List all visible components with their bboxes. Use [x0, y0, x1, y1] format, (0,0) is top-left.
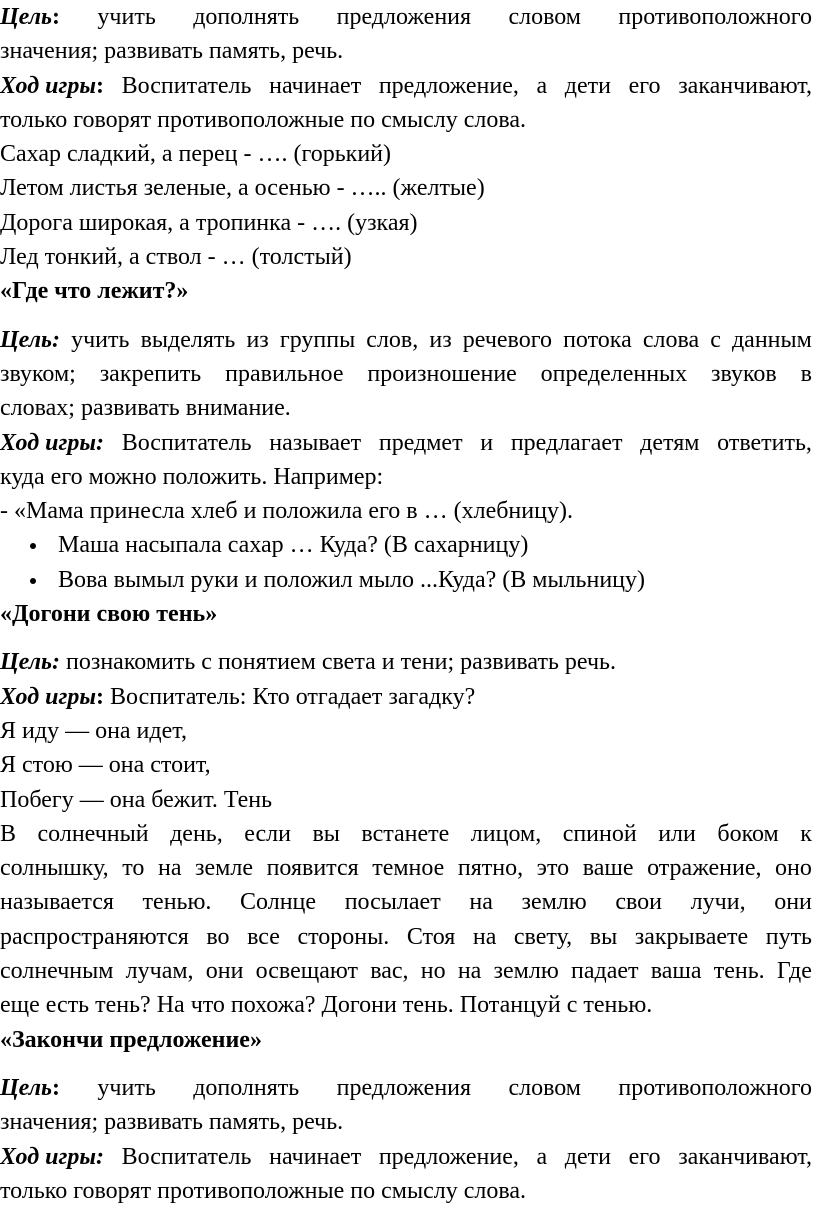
course-continuation: только говорят противоположные по смыслу слова. — [0, 1177, 527, 1204]
word: противоположного — [618, 1074, 812, 1101]
word: появится — [266, 855, 359, 882]
word: вы — [312, 820, 340, 847]
word: посылает — [344, 889, 441, 916]
word: Воспитатель — [121, 72, 252, 99]
course-colon: : — [95, 1143, 104, 1170]
word: детям — [640, 429, 700, 456]
word: на — [457, 958, 482, 985]
goal-continuation — [0, 357, 812, 391]
word: свету, — [513, 923, 573, 950]
goal-label: Цель — [0, 4, 53, 30]
course-line — [0, 426, 812, 460]
riddle-line: Я иду — она идет, — [0, 717, 187, 744]
word: солнышку, — [0, 855, 109, 882]
dash-item: - «Мама принесла хлеб и положила его в … (хлебницу). — [0, 498, 573, 525]
course-colon: : — [95, 72, 104, 99]
course-colon: : — [95, 429, 104, 456]
riddle-line: Побегу — она бежит. Тень — [0, 786, 273, 813]
paragraph-line — [0, 817, 812, 851]
word: звуком; — [0, 360, 76, 387]
word: свои — [615, 889, 663, 916]
word: все — [247, 923, 280, 950]
word: а — [536, 72, 548, 99]
word: правильное — [225, 360, 344, 387]
course-line — [0, 69, 812, 103]
course-label: Ход игры — [0, 72, 96, 99]
word: ваша — [650, 958, 702, 985]
word: то — [122, 855, 145, 882]
word: В — [0, 820, 17, 847]
word: боком — [717, 820, 779, 847]
course-colon: : — [95, 683, 104, 710]
goal-line — [0, 1071, 812, 1105]
word: солнечным — [0, 958, 114, 985]
goal-label: Цель — [0, 1074, 53, 1101]
course-label: Ход игры — [0, 1143, 96, 1170]
word: учить — [97, 1074, 156, 1101]
course-label: Ход игры — [0, 429, 96, 456]
word: земле — [195, 855, 253, 882]
word: это — [536, 855, 570, 882]
word: ваше — [582, 855, 634, 882]
word: заканчивают, — [678, 72, 812, 99]
goal-colon: : — [52, 1074, 61, 1101]
word: путь — [765, 923, 812, 950]
word: предложения — [336, 1074, 472, 1101]
word: оно — [775, 855, 812, 882]
word: к — [800, 820, 812, 847]
goal-colon: : — [52, 649, 61, 676]
riddle-line: Я стою — она стоит, — [0, 752, 211, 779]
word: начинает — [269, 72, 362, 99]
paragraph-line: еще есть тень? На что похожа? Догони тень. Потанцуй с тенью. — [0, 992, 653, 1019]
example-line: Лед тонкий, а ствол - … (толстый) — [0, 244, 352, 271]
word: на — [157, 855, 182, 882]
paragraph-line — [0, 920, 812, 954]
word: землю — [521, 889, 587, 916]
goal-label: Цель — [0, 326, 53, 353]
word: из — [429, 326, 452, 353]
goal-label: Цель — [0, 649, 53, 676]
word: дополнять — [193, 4, 300, 30]
word: Воспитатель — [121, 1143, 252, 1170]
word: если — [244, 820, 291, 847]
course-label-group — [0, 69, 104, 103]
word: данным — [731, 326, 812, 353]
goal-colon: : — [52, 326, 61, 353]
word: противоположного — [618, 4, 812, 30]
goal-line — [0, 323, 812, 357]
word: пятно, — [457, 855, 524, 882]
word: падает — [571, 958, 639, 985]
word: произношение — [367, 360, 517, 387]
word: дети — [564, 1143, 611, 1170]
course-continuation: куда его можно положить. Например: — [0, 463, 384, 490]
goal-label-group — [0, 1071, 60, 1105]
word: они — [774, 889, 812, 916]
bullet-item — [0, 563, 812, 597]
word: звуков — [711, 360, 777, 387]
word: встанете — [361, 820, 450, 847]
goal-line — [0, 645, 812, 679]
word: его — [628, 1143, 661, 1170]
word: день, — [170, 820, 223, 847]
word: тенью. — [142, 889, 212, 916]
goal-continuation: значения; развивать память, речь. — [0, 1109, 344, 1136]
bullet-item — [0, 528, 812, 562]
word: лучи, — [690, 889, 746, 916]
word: предлагает — [510, 429, 623, 456]
word: закрываете — [634, 923, 749, 950]
word: называет — [269, 429, 362, 456]
word: начинает — [269, 1143, 362, 1170]
word: ответить, — [717, 429, 812, 456]
course-label: Ход игры — [0, 683, 96, 710]
word: во — [206, 923, 230, 950]
course-text: Воспитатель: Кто отгадает загадку? — [109, 683, 476, 710]
word: учить — [97, 4, 156, 30]
goal-continuation: словах; развивать внимание. — [0, 395, 291, 422]
goal-label-group — [0, 0, 60, 34]
word: группы — [279, 326, 356, 353]
word: а — [536, 1143, 548, 1170]
word: речевого — [462, 326, 552, 353]
bullet-text: Маша насыпала сахар … Куда? (В сахарницу) — [58, 532, 529, 559]
word: спиной — [562, 820, 637, 847]
paragraph-line — [0, 851, 812, 885]
word: предмет — [378, 429, 463, 456]
word: словом — [508, 4, 581, 30]
word: называется — [0, 889, 114, 916]
word: землю — [493, 958, 559, 985]
goal-text: познакомить с понятием света и тени; развивать речь. — [66, 649, 616, 676]
word: лицом, — [470, 820, 542, 847]
section-title: «Где что лежит?» — [0, 278, 189, 305]
word: на — [472, 923, 497, 950]
goal-line — [0, 0, 812, 34]
word: лучам, — [125, 958, 194, 985]
word: тень. — [713, 958, 765, 985]
example-line: Летом листья зеленые, а осенью - ….. (желтые) — [0, 175, 485, 202]
word: Где — [776, 958, 812, 985]
bullet-dot-icon — [30, 578, 36, 584]
goal-colon: : — [52, 4, 61, 30]
word: предложения — [336, 4, 472, 30]
word: стороны. — [297, 923, 390, 950]
word: потока — [563, 326, 632, 353]
word: Стоя — [406, 923, 456, 950]
goal-continuation: значения; развивать память, речь. — [0, 38, 344, 65]
word: дополнять — [193, 1074, 300, 1101]
word: его — [628, 72, 661, 99]
word: слова — [642, 326, 700, 353]
word: определенных — [540, 360, 688, 387]
word: из — [246, 326, 269, 353]
word: Солнце — [240, 889, 317, 916]
word: выделять — [140, 326, 236, 353]
word: предложение, — [378, 72, 519, 99]
word: освещают — [255, 958, 358, 985]
paragraph-line — [0, 954, 812, 988]
course-label-group — [0, 426, 104, 460]
goal-label-group — [0, 323, 60, 357]
example-line: Дорога широкая, а тропинка - …. (узкая) — [0, 209, 418, 236]
word: вы — [589, 923, 618, 950]
word: солнечный — [37, 820, 149, 847]
course-label-group — [0, 1140, 104, 1174]
bullet-dot-icon — [30, 543, 36, 549]
word: распространяются — [0, 923, 189, 950]
word: предложение, — [378, 1143, 519, 1170]
word: темное — [372, 855, 445, 882]
word: с — [710, 326, 721, 353]
example-line: Сахар сладкий, а перец - …. (горький) — [0, 141, 391, 168]
course-line — [0, 1140, 812, 1174]
word: отражение, — [647, 855, 762, 882]
section-title: «Догони свою тень» — [0, 601, 218, 628]
word: слов, — [366, 326, 419, 353]
paragraph-line — [0, 885, 812, 919]
word: учить — [71, 326, 130, 353]
word: вас, — [370, 958, 409, 985]
word: словом — [508, 1074, 581, 1101]
word: заканчивают, — [678, 1143, 812, 1170]
word: или — [658, 820, 696, 847]
word: но — [420, 958, 446, 985]
course-continuation: только говорят противоположные по смыслу слова. — [0, 106, 527, 133]
word: дети — [564, 72, 611, 99]
word: закрепить — [99, 360, 202, 387]
bullet-text: Вова вымыл руки и положил мыло ...Куда? (В мыльницу) — [58, 566, 646, 593]
word: в — [800, 360, 812, 387]
word: на — [469, 889, 493, 916]
word: и — [480, 429, 494, 456]
course-line — [0, 680, 812, 714]
section-title: «Закончи предложение» — [0, 1026, 262, 1053]
word: они — [205, 958, 244, 985]
word: Воспитатель — [121, 429, 252, 456]
